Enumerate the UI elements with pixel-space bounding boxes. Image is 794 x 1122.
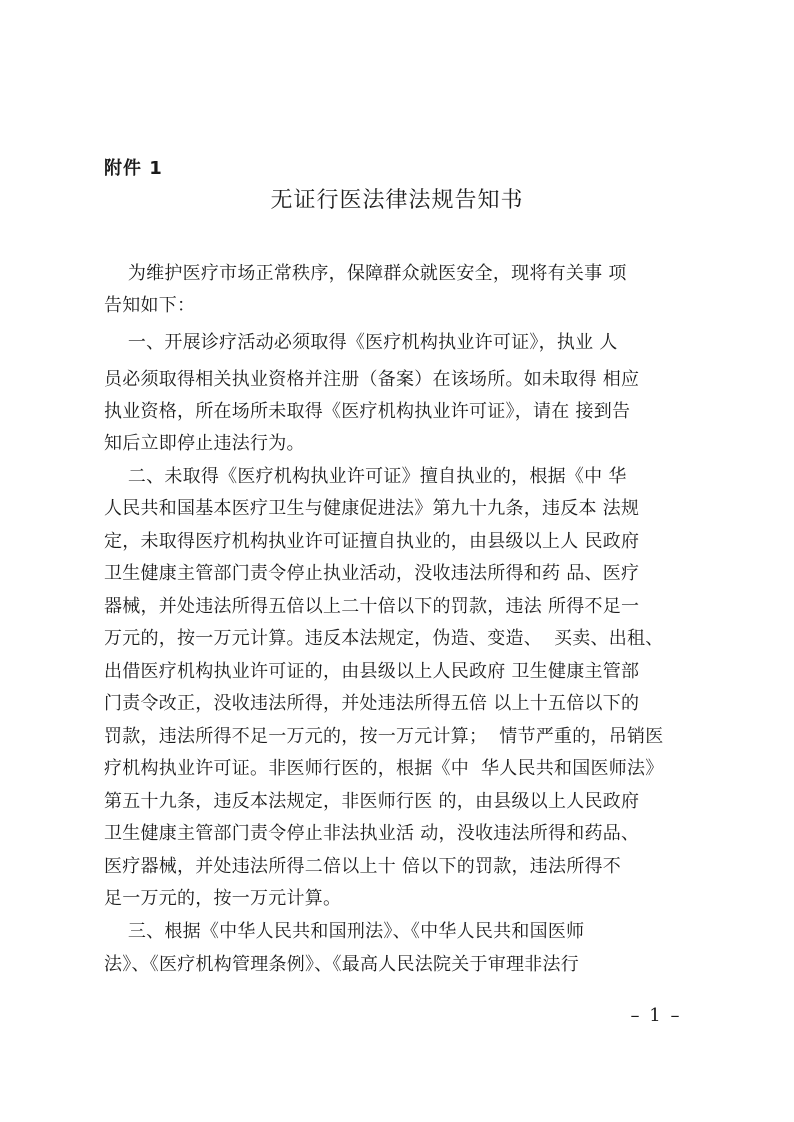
body-line: 出借医疗机构执业许可证的，由县级以上人民政府 卫生健康主管部 (104, 661, 640, 682)
body-line: 法》、《医疗机构管理条例》、《最高人民法院关于审理非法行 (104, 954, 579, 975)
document-title: 无证行医法律法规告知书 (270, 188, 524, 213)
body-line: 三、根据《中华人民共和国刑法》、《中华人民共和国医师 (104, 921, 585, 942)
body-line: 定，未取得医疗机构执业许可证擅自执业的，由县级以上人 民政府 (104, 531, 640, 552)
body-line: 医疗器械，并处违法所得二倍以上十 倍以下的罚款，违法所得不 (104, 856, 621, 877)
body-line: 门责令改正，没收违法所得，并处违法所得五倍 以上十五倍以下的 (104, 693, 640, 714)
page-number: – 1 – (630, 1005, 682, 1026)
body-line: 知后立即停止违法行为。 (104, 433, 305, 454)
attachment-label: 附件 1 (104, 158, 163, 179)
body-line: 人民共和国基本医疗卫生与健康促进法》第九十九条，违反本 法规 (104, 498, 640, 519)
body-line: 员必须取得相关执业资格并注册（备案）在该场所。如未取得 相应 (104, 369, 640, 390)
body-line: 足一万元的，按一万元计算。 (104, 888, 342, 909)
body-line: 第五十九条，违反本法规定，非医师行医 的，由县级以上人民政府 (104, 791, 640, 812)
body-line: 卫生健康主管部门责令停止执业活动，没收违法所得和药 品、医疗 (104, 563, 640, 584)
body-line: 为维护医疗市场正常秩序，保障群众就医安全，现将有关事 项 (104, 263, 627, 284)
body-line: 一、开展诊疗活动必须取得《医疗机构执业许可证》，执业 人 (104, 332, 618, 353)
body-line: 罚款，违法所得不足一万元的，按一万元计算； 情节严重的，吊销医 (104, 726, 664, 747)
body-line: 告知如下： (104, 295, 196, 316)
body-line: 器械，并处违法所得五倍以上二十倍以下的罚款，违法 所得不足一 (104, 596, 640, 617)
body-line: 万元的，按一万元计算。违反本法规定，伪造、变造、 买卖、出租、 (104, 628, 664, 649)
body-line: 卫生健康主管部门责令停止非法执业活 动，没收违法所得和药品、 (104, 823, 640, 844)
body-line: 疗机构执业许可证。非医师行医的，根据《中 华人民共和国医师法》 (104, 758, 664, 779)
body-line: 二、未取得《医疗机构执业许可证》擅自执业的，根据《中 华 (104, 466, 627, 487)
body-line: 执业资格，所在场所未取得《医疗机构执业许可证》，请在 接到告 (104, 401, 631, 422)
